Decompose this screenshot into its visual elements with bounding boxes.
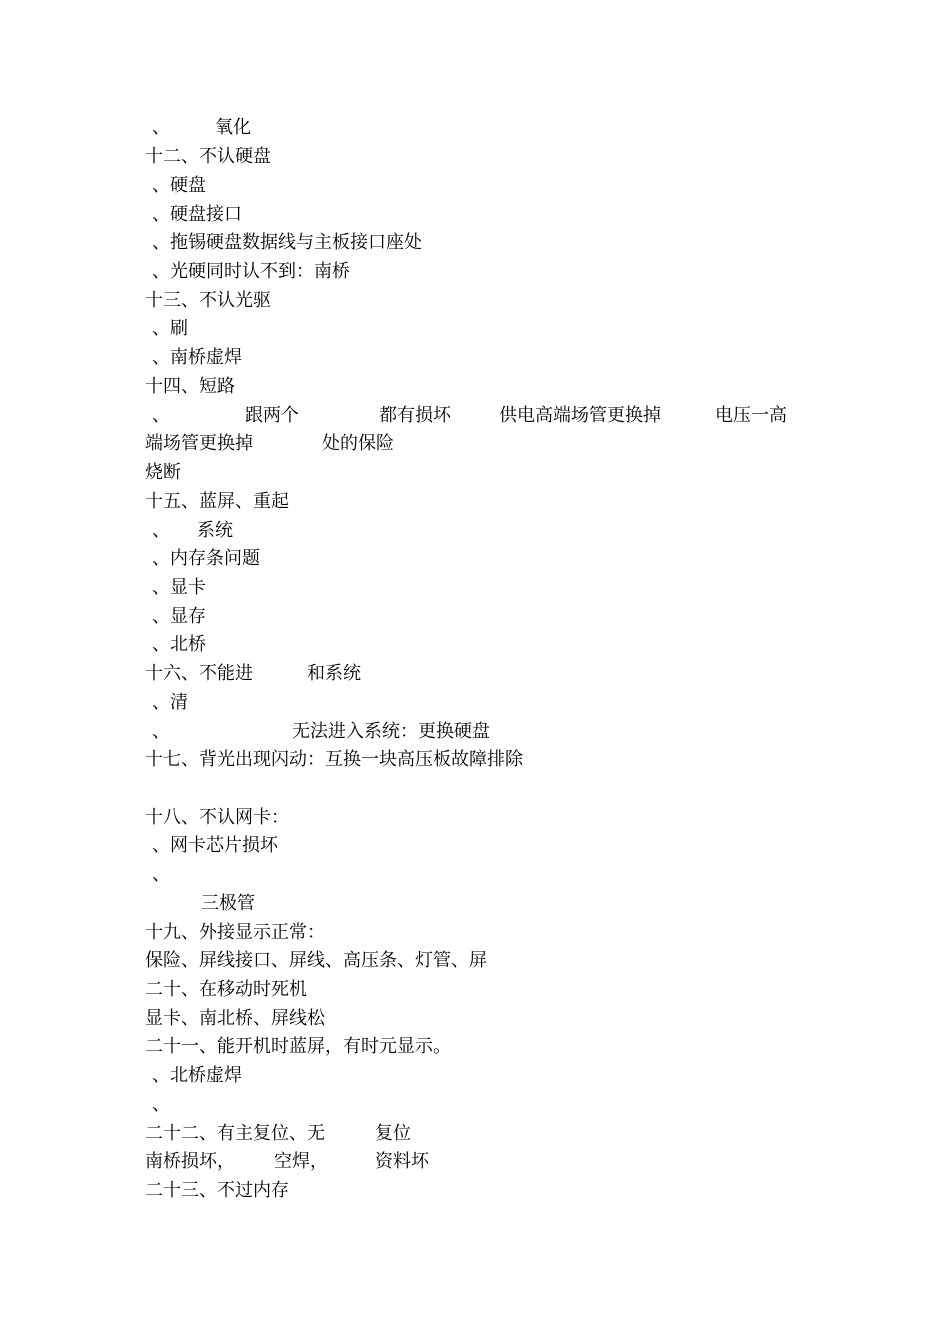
section-heading	[0, 1178, 950, 1204]
text-segment: 、刷	[152, 318, 188, 339]
text-segment: 十二、不认硬盘	[145, 146, 271, 167]
text-line	[0, 690, 950, 716]
text-line	[0, 575, 950, 601]
text-segment: 、	[152, 405, 170, 426]
text-segment: 和系统	[307, 663, 361, 684]
text-segment: 、网卡芯片损坏	[152, 835, 278, 856]
text-segment: 、	[152, 520, 170, 541]
text-line	[0, 719, 950, 745]
section-heading	[0, 920, 950, 946]
text-segment: 二十一、能开机时蓝屏，有时元显示。	[145, 1036, 451, 1057]
text-line	[0, 1006, 950, 1032]
text-line	[0, 604, 950, 630]
section-heading	[0, 1034, 950, 1060]
text-segment: 、显卡	[152, 577, 206, 598]
text-segment: 十九、外接显示正常：	[145, 922, 325, 943]
text-segment: 显卡、南北桥、屏线松	[145, 1008, 325, 1029]
section-heading	[0, 288, 950, 314]
text-line	[0, 460, 950, 486]
text-segment: 烧断	[145, 462, 181, 483]
text-segment: 十六、不能进	[145, 663, 253, 684]
text-segment: 、光硬同时认不到：南桥	[152, 261, 350, 282]
text-segment: 、北桥	[152, 634, 206, 655]
text-line	[0, 202, 950, 228]
section-heading	[0, 977, 950, 1003]
text-line	[0, 546, 950, 572]
section-heading	[0, 747, 950, 773]
text-segment: 二十二、有主复位、无	[145, 1123, 325, 1144]
section-heading	[0, 144, 950, 170]
text-segment: 、内存条问题	[152, 548, 260, 569]
section-heading	[0, 661, 950, 687]
text-segment: 、显存	[152, 606, 206, 627]
text-segment: 十八、不认网卡：	[145, 807, 289, 828]
text-segment: 、拖锡硬盘数据线与主板接口座处	[152, 232, 422, 253]
text-line	[0, 431, 950, 457]
text-line	[0, 948, 950, 974]
section-heading	[0, 1121, 950, 1147]
text-segment: 复位	[375, 1123, 411, 1144]
text-segment: 、清	[152, 692, 188, 713]
text-segment: 都有损坏	[379, 405, 451, 426]
text-line	[0, 345, 950, 371]
text-segment: 二十三、不过内存	[145, 1180, 289, 1201]
text-segment: 、硬盘接口	[152, 204, 242, 225]
text-segment: 、北桥虚焊	[152, 1065, 242, 1086]
text-segment: 、	[152, 864, 170, 885]
text-line	[0, 316, 950, 342]
text-line	[0, 1092, 950, 1118]
text-segment: 供电高端场管更换掉	[499, 405, 661, 426]
text-segment: 、	[152, 721, 170, 742]
text-line	[0, 259, 950, 285]
text-segment: 处的保险	[322, 433, 394, 454]
text-segment: 南桥损坏，	[145, 1151, 235, 1172]
text-segment: 氧化	[215, 117, 251, 138]
text-segment: 电压一高	[715, 405, 787, 426]
text-line	[0, 173, 950, 199]
text-line	[0, 891, 950, 917]
text-line	[0, 403, 950, 429]
text-line	[0, 518, 950, 544]
text-segment: 三极管	[201, 893, 255, 914]
text-segment: 十七、背光出现闪动：互换一块高压板故障排除	[145, 749, 523, 770]
section-heading	[0, 489, 950, 515]
text-segment: 端场管更换掉	[145, 433, 253, 454]
text-segment: 无法进入系统：更换硬盘	[292, 721, 490, 742]
text-line	[0, 115, 950, 141]
text-segment: 、	[152, 117, 170, 138]
text-line	[0, 833, 950, 859]
text-line	[0, 1149, 950, 1175]
text-segment: 十五、蓝屏、重起	[145, 491, 289, 512]
text-segment: 、	[152, 1094, 170, 1115]
text-segment: 系统	[197, 520, 233, 541]
text-segment: 二十、在移动时死机	[145, 979, 307, 1000]
text-segment: 十三、不认光驱	[145, 290, 271, 311]
text-segment: 空焊，	[274, 1151, 328, 1172]
text-segment: 、南桥虚焊	[152, 347, 242, 368]
section-heading	[0, 805, 950, 831]
text-segment: 跟两个	[245, 405, 299, 426]
section-heading	[0, 374, 950, 400]
text-segment: 十四、短路	[145, 376, 235, 397]
text-segment: 、硬盘	[152, 175, 206, 196]
text-segment: 资料坏	[375, 1151, 429, 1172]
text-line	[0, 230, 950, 256]
text-line	[0, 632, 950, 658]
text-line	[0, 862, 950, 888]
text-line	[0, 1063, 950, 1089]
text-segment: 保险、屏线接口、屏线、高压条、灯管、屏	[145, 950, 487, 971]
